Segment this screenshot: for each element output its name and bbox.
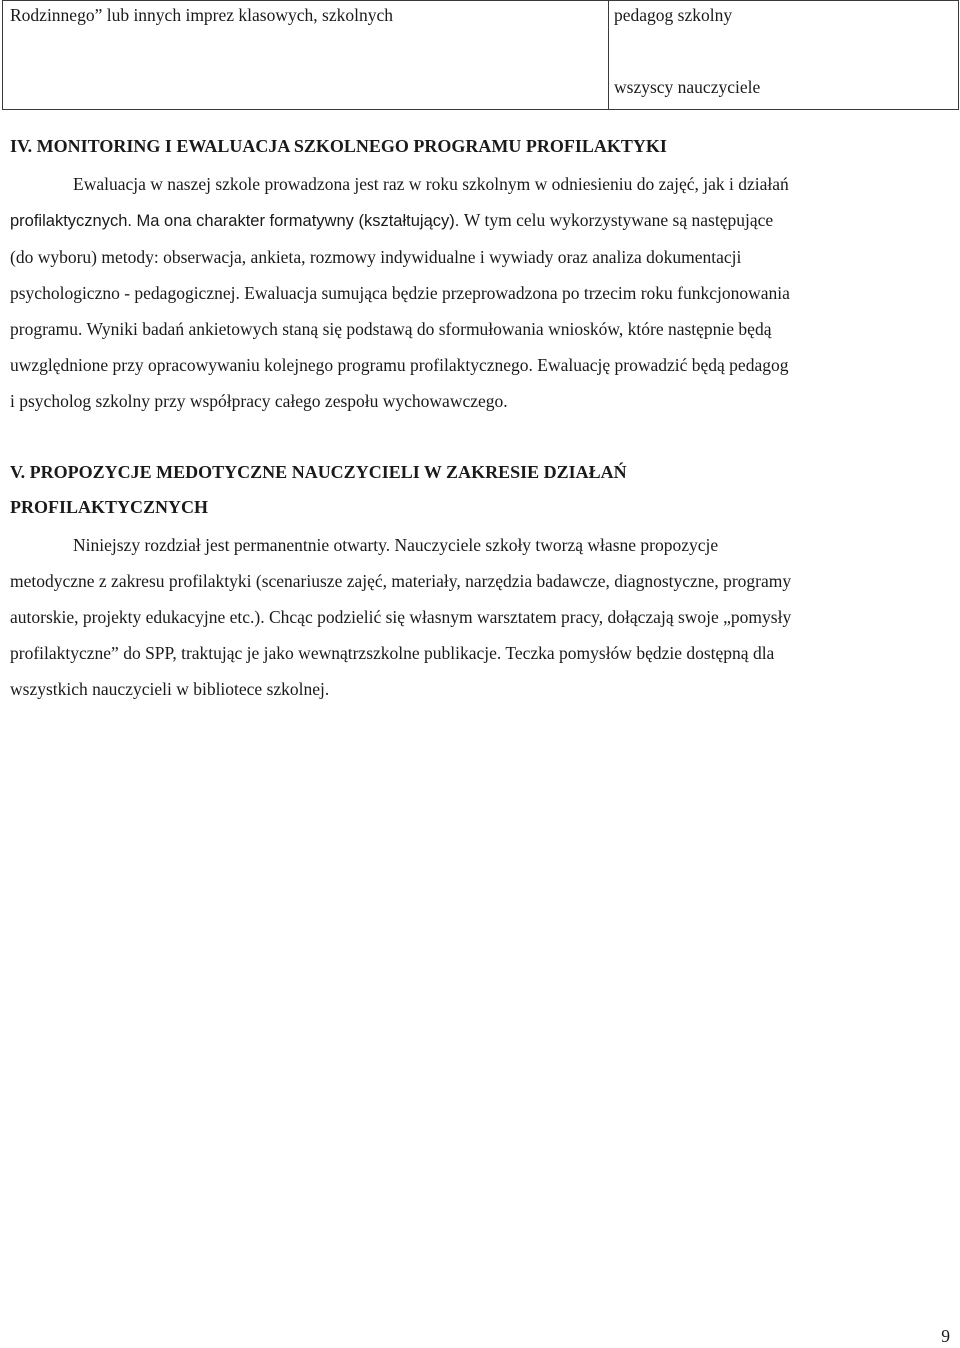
section-iv-line-4: psychologiczno - pedagogicznej. Ewaluacja sumująca będzie przeprowadzona po trzecim roku funkcjonowania bbox=[10, 283, 790, 303]
section-v-line-3: autorskie, projekty edukacyjne etc.). Chcąc podzielić się własnym warsztatem pracy, dołączają swoje „pomysły bbox=[10, 607, 792, 627]
section-iv-line-3: (do wyboru) metody: obserwacja, ankieta, rozmowy indywidualne i wywiady oraz analiza dokumentacji bbox=[10, 247, 742, 267]
table-cell-event: Rodzinnego” lub innych imprez klasowych, szkolnych bbox=[10, 5, 393, 25]
section-v-heading-1: V. PROPOZYCJE MEDOTYCZNE NAUCZYCIELI W ZAKRESIE DZIAŁAŃ bbox=[10, 462, 627, 482]
section-v-line-2: metodyczne z zakresu profilaktyki (scenariusze zajęć, materiały, narzędzia badawcze, diagnostyczne, programy bbox=[10, 571, 792, 591]
section-iv-line-2a: profilaktycznych. Ma ona charakter formatywny (kształtujący). bbox=[10, 212, 464, 230]
table-cell-responsible-1: pedagog szkolny bbox=[614, 5, 733, 25]
section-iv-line-2b: W tym celu wykorzystywane są następujące bbox=[463, 210, 774, 230]
section-iv-line-6 bbox=[10, 355, 788, 376]
section-iv-heading: IV. MONITORING I EWALUACJA SZKOLNEGO PROGRAMU PROFILAKTYKI bbox=[10, 136, 667, 156]
section-iv-line-5b: Wyniki badań ankietowych staną się podstawą do sformułowania wniosków, które następnie będą bbox=[86, 319, 772, 339]
section-iv-line-5a: programu. bbox=[10, 319, 87, 339]
section-iv-line-6b: Ewaluację prowadzić będą pedagog bbox=[537, 355, 789, 375]
section-iv-line-2 bbox=[10, 210, 773, 231]
table-cell-responsible-2: wszyscy nauczyciele bbox=[614, 77, 761, 97]
table-column-divider bbox=[608, 1, 609, 109]
page-number: 9 bbox=[941, 1326, 950, 1346]
section-v-line-4: profilaktyczne” do SPP, traktując je jako wewnątrzszkolne publikacje. Teczka pomysłów będzie dostępną dla bbox=[10, 643, 775, 663]
section-v-line-1: Niniejszy rozdział jest permanentnie otwarty. Nauczyciele szkoły tworzą własne propozycje bbox=[73, 535, 719, 555]
section-iv-line-5 bbox=[10, 319, 771, 340]
section-iv-line-6a: uwzględnione przy opracowywaniu kolejnego programu profilaktycznego. bbox=[10, 355, 538, 375]
section-v-line-5: wszystkich nauczycieli w bibliotece szkolnej. bbox=[10, 679, 330, 699]
section-v-heading-2: PROFILAKTYCZNYCH bbox=[10, 497, 209, 517]
section-iv-line-7: i psycholog szkolny przy współpracy całego zespołu wychowawczego. bbox=[10, 391, 508, 411]
section-iv-line-1: Ewaluacja w naszej szkole prowadzona jest raz w roku szkolnym w odniesieniu do zajęć, jak i działań bbox=[73, 174, 789, 194]
